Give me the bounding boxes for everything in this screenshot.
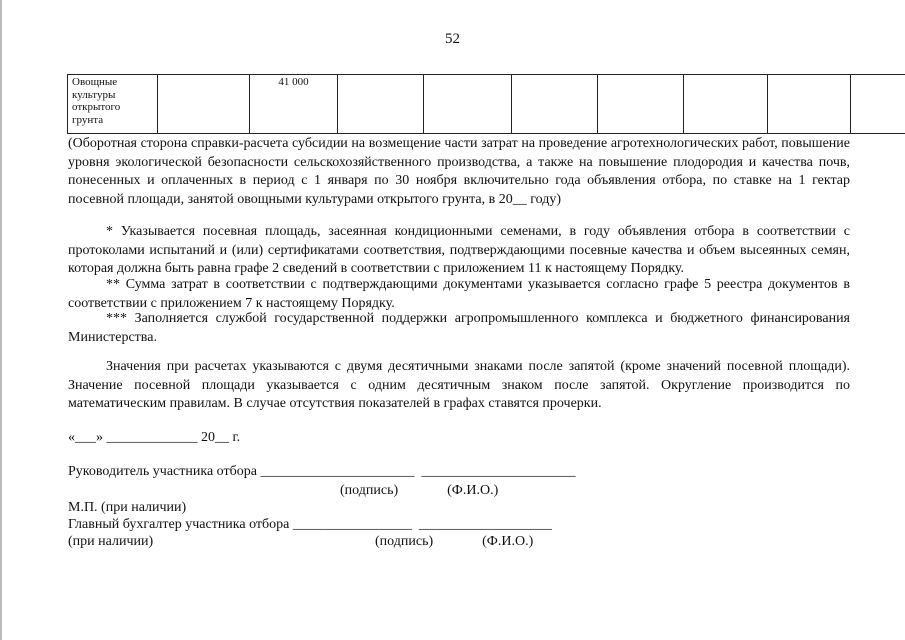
head-signature-caption: (подпись) (Ф.И.О.) — [340, 483, 499, 498]
table-cell — [512, 75, 598, 134]
head-signature-line: Руководитель участника отбора ______________________ ______________________ — [68, 464, 576, 479]
table-cell: 41 000 — [250, 75, 338, 134]
footnote-1: * Указывается посевная площадь, засеянная кондиционными семенами, в году объявления отбора в соответствии с протоколами испытаний и (или) сертификатами соответствия, подтверждающими посевные качества и объем высеянных семян, которая должна быть равна графе 2 сведений в соответствии с приложением 11 к настоящему Порядку. — [68, 224, 850, 276]
table-cell — [424, 75, 512, 134]
accountant-signature-line: Главный бухгалтер участника отбора _________________ ___________________ — [68, 517, 552, 532]
data-table — [67, 74, 905, 134]
table-cell — [338, 75, 424, 134]
table-cell — [851, 75, 905, 134]
row-label-cell: Овощные культуры открытого грунта — [68, 75, 158, 134]
note-back-paragraph: (Оборотная сторона справки-расчета субсидии на возмещение части затрат на проведение агротехнологических работ, повышение уровня экологической безопасности сельскохозяйственного производства, а также на повышение плодородия и качества почв, понесенных и оплаченных в период с 1 января по 30 ноября включительно года объявления отбора, по ставке на 1 гектар посевной площади, занятой овощными культурами открытого грунта, в 20__ году) — [68, 136, 850, 207]
stamp-label: М.П. (при наличии) — [68, 500, 187, 515]
table-cell — [598, 75, 684, 134]
date-line: «___» _____________ 20__ г. — [68, 430, 241, 445]
table-cell — [684, 75, 768, 134]
rounding-paragraph: Значения при расчетах указываются с двумя десятичными знаками после запятой (кроме значений посевной площади). Значение посевной площади указывается с одним десятичным знаком после запятой. Округление производится по математическим правилам. В случае отсутствия показателей в графах ставятся прочерки. — [68, 359, 850, 411]
scan-edge — [0, 0, 2, 640]
footnote-3: *** Заполняется службой государственной поддержки агропромышленного комплекса и бюджетного финансирования Министерства. — [68, 311, 850, 345]
accountant-caption-left: (при наличии) — [68, 534, 154, 549]
footnote-2: ** Сумма затрат в соответствии с подтверждающими документами указывается согласно графе 5 реестра документов в соответствии с приложением 7 к настоящему Порядку. — [68, 277, 850, 311]
table-cell — [768, 75, 851, 134]
table-row — [68, 75, 905, 134]
accountant-signature-caption: (подпись) (Ф.И.О.) — [375, 534, 534, 549]
page-number: 52 — [445, 31, 460, 47]
table-cell — [158, 75, 250, 134]
